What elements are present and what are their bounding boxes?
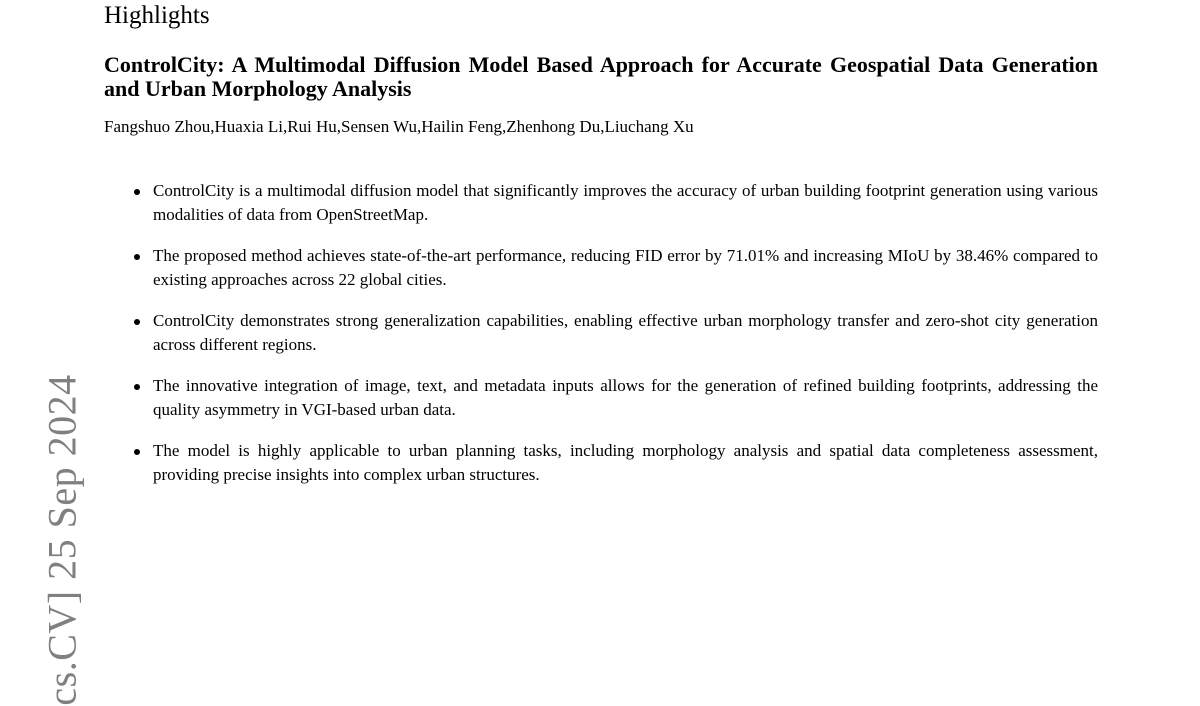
highlight-text: ControlCity demonstrates strong generalization capabilities, enabling effective urban morphology transfer and zero-shot city generation across different regions. [153,311,1098,354]
bullet-icon [134,319,140,325]
bullet-icon [134,254,140,260]
highlight-text: ControlCity is a multimodal diffusion model that significantly improves the accuracy of urban building footprint generation using various modalities of data from OpenStreetMap. [153,181,1098,224]
highlights-list [104,179,1098,504]
highlight-item [104,244,1098,292]
bullet-icon [134,189,140,195]
author-list: Fangshuo Zhou,Huaxia Li,Rui Hu,Sensen Wu,Hailin Feng,Zhenhong Du,Liuchang Xu [104,117,694,136]
section-title: Highlights [104,2,210,29]
arxiv-side-stamp: cs.CV] 25 Sep 2024 [39,374,85,706]
highlight-text: The model is highly applicable to urban planning tasks, including morphology analysis and spatial data completeness assessment, providing precise insights into complex urban structures. [153,441,1098,484]
highlight-item [104,309,1098,357]
bullet-icon [134,384,140,390]
bullet-icon [134,449,140,455]
highlight-item [104,439,1098,487]
paper-title: ControlCity: A Multimodal Diffusion Model Based Approach for Accurate Geospatial Data Generation and Urban Morphology Analysis [104,52,1098,101]
highlight-text: The innovative integration of image, text, and metadata inputs allows for the generation of refined building footprints, addressing the quality asymmetry in VGI-based urban data. [153,376,1098,419]
highlight-item [104,374,1098,422]
highlight-item [104,179,1098,227]
highlight-text: The proposed method achieves state-of-the-art performance, reducing FID error by 71.01% and increasing MIoU by 38.46% compared to existing approaches across 22 global cities. [153,246,1098,289]
